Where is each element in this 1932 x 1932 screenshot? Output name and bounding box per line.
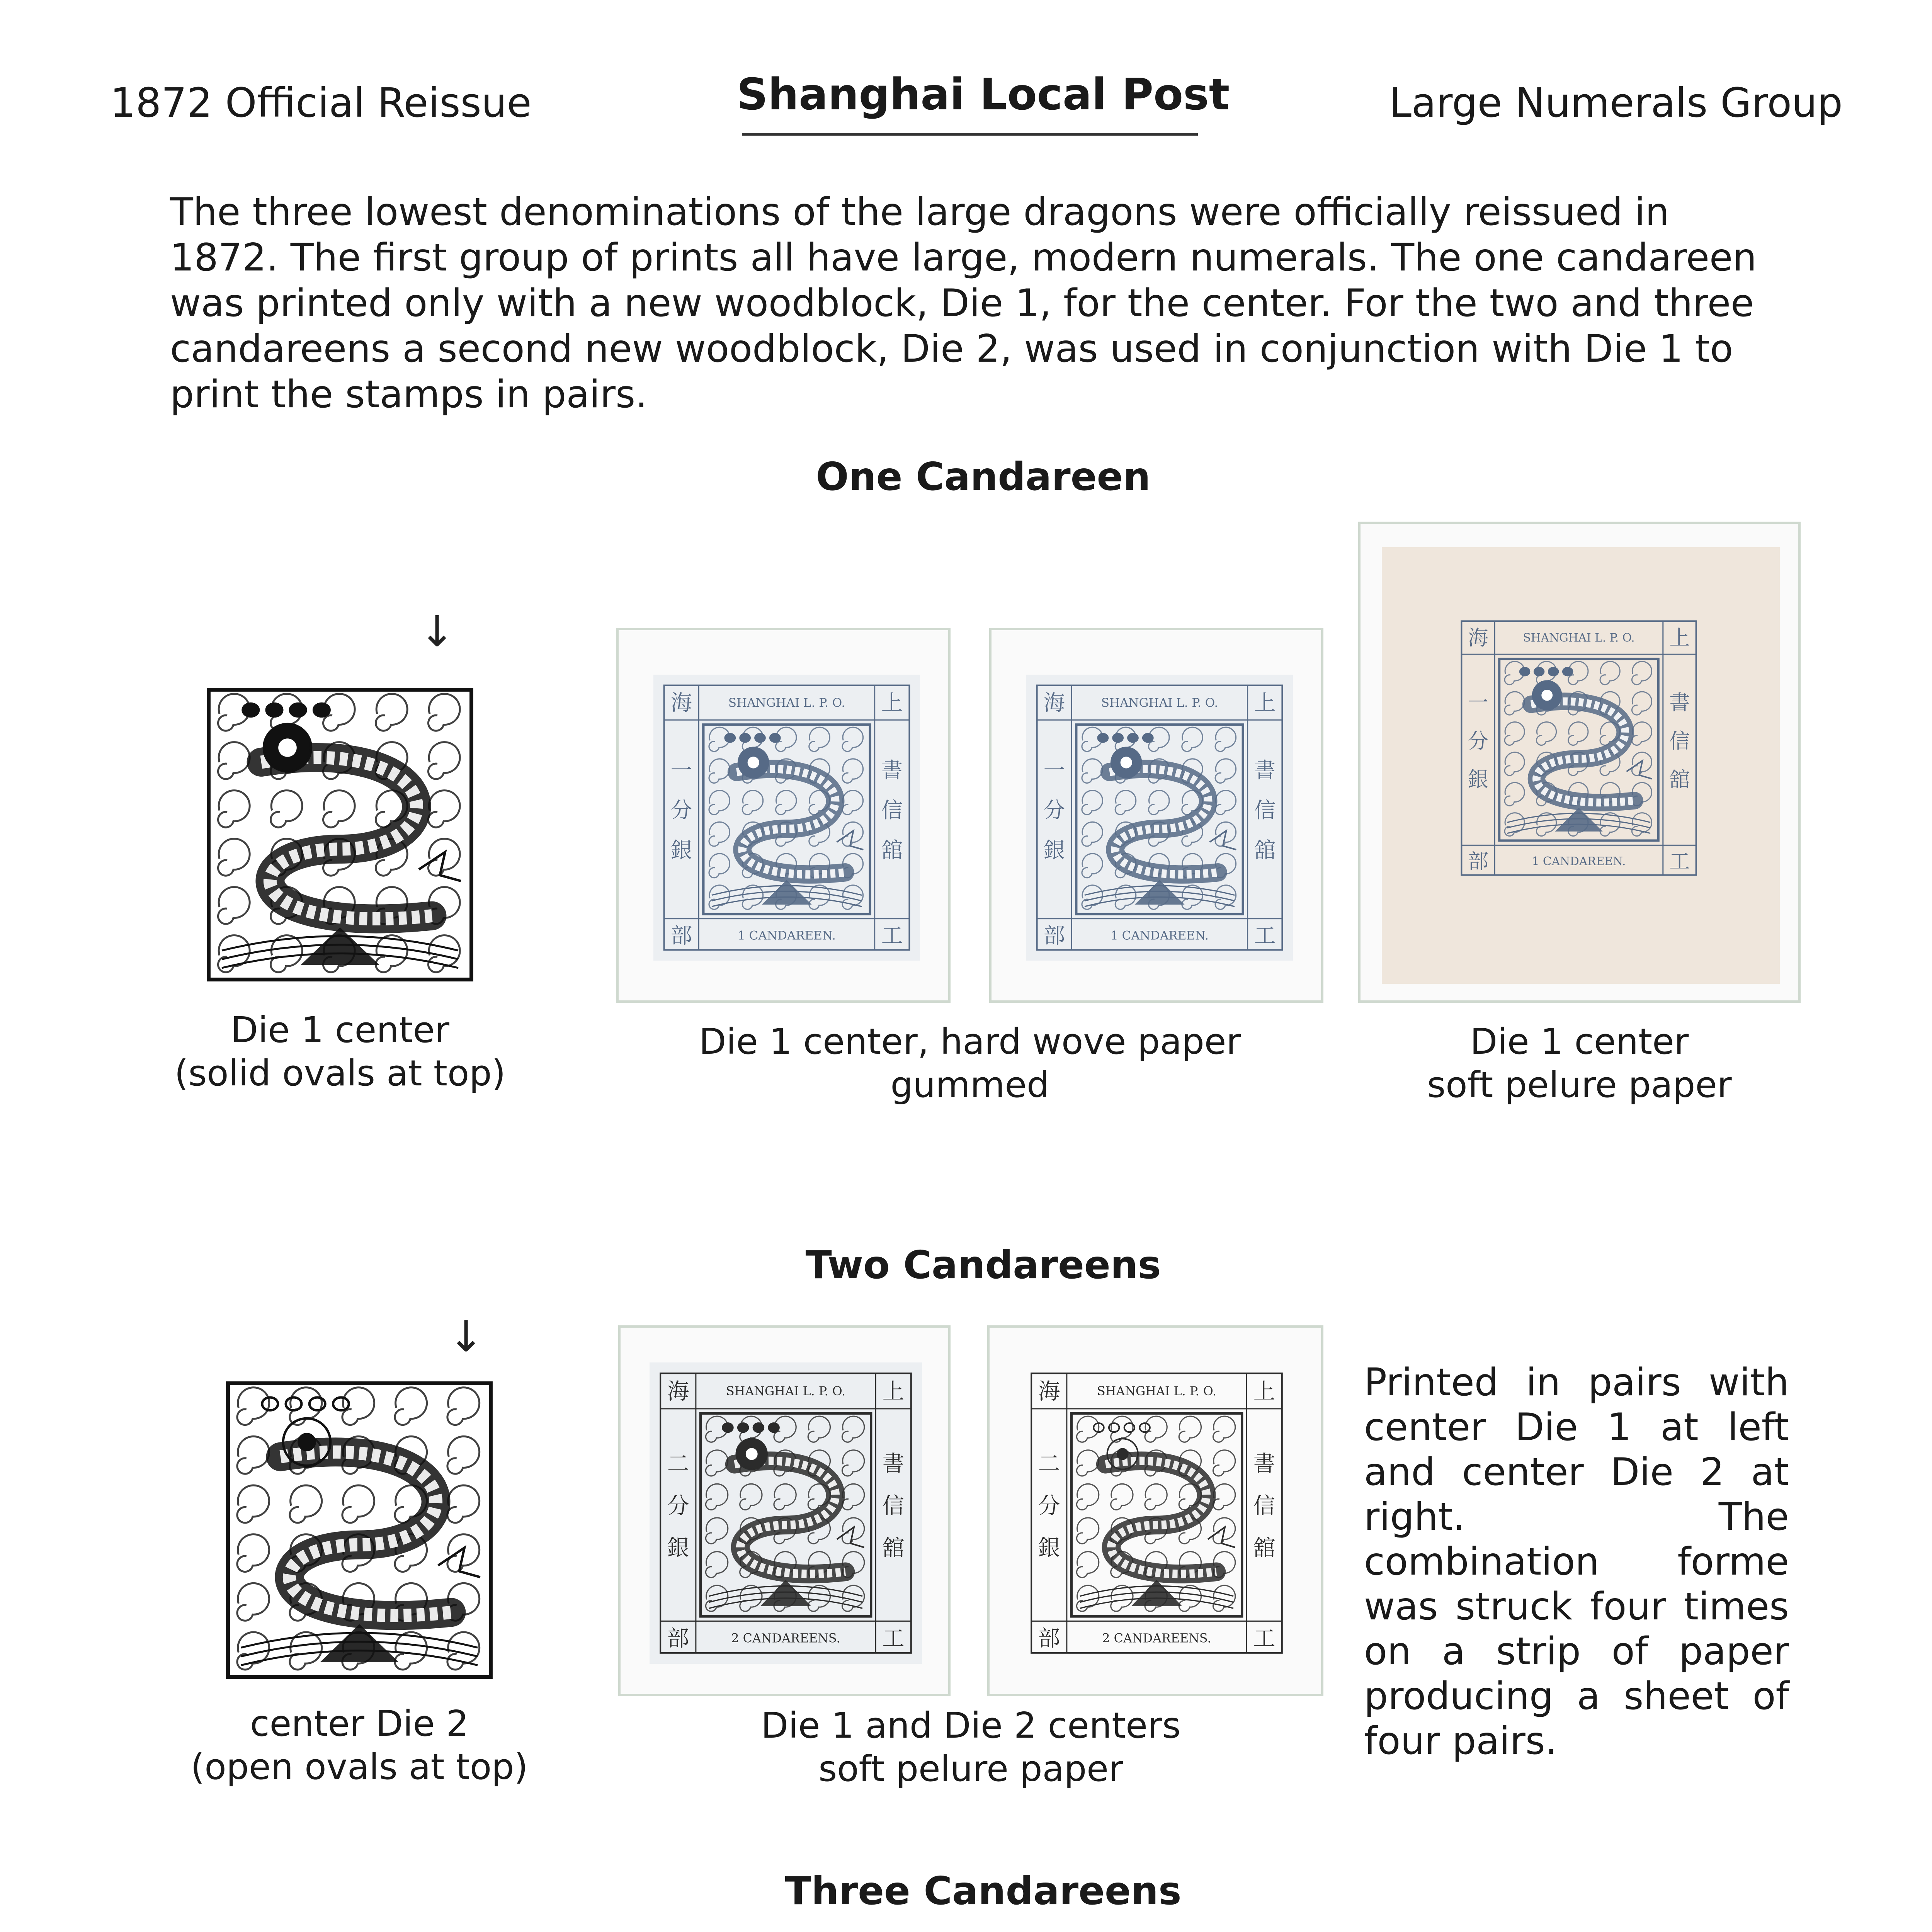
die1-center-drawing [205,686,475,983]
mount-hard-wove-1 [616,628,951,1003]
stamp-char: 銀 [670,838,692,863]
stamp-char: 工 [881,923,903,949]
caption-line: center Die 2 [250,1703,469,1744]
stamp-char: 銀 [667,1535,689,1561]
stamp-char: 部 [1038,1626,1060,1651]
stamp-one-candareen-pelure [1451,611,1706,885]
stamp-char: 書 [1253,1451,1276,1476]
stamp-char: 工 [1253,1626,1276,1651]
stamp-char: 工 [1254,923,1276,949]
stamp-char: 書 [881,758,903,783]
stamp-one-candareen-hard-b [1026,675,1293,961]
caption-line: Die 1 center [1470,1021,1689,1062]
stamp-char: 海 [667,1379,689,1405]
intro-text: The three lowest denominations of the large dragons were officially reissued in 1872. The first group of prints all have large, modern numerals. The one candareen was printed only with a new woodblock, Die 1, for the center. For the two and three candareens a second new woodblock, Die 2, was used in conjunction with Die 1 to print the stamps in pairs. [170,190,1757,417]
stamp-char: 分 [667,1493,689,1519]
stamp-char: 銀 [1038,1535,1060,1561]
caption-line: soft pelure paper [1427,1064,1732,1105]
stamp-char: 部 [1468,849,1488,874]
stamp-value-label: 2 CANDAREENS. [731,1631,840,1646]
stamp-char: 舘 [882,1535,905,1561]
stamp-char: 二 [667,1451,689,1476]
caption-line: Die 1 center, hard wove paper [699,1021,1241,1062]
stamp-char: 銀 [1468,767,1488,792]
stamp-char: 銀 [1043,838,1065,863]
heading-three-candareens: Three Candareens [785,1868,1182,1913]
stamp-char: 書 [1254,758,1276,783]
stamp-dragon-icon [1499,659,1658,840]
stamp-char: 海 [1038,1379,1060,1405]
mount-two-die2 [987,1325,1323,1696]
stamp-char: 一 [1043,758,1065,783]
pairs-note-text: Printed in pairs with center Die 1 at left and center Die 2 at right. The combination forme was struck four times on a strip of paper producing a sheet of four pairs. [1364,1361,1789,1763]
stamp-char: 上 [1669,626,1690,650]
stamp-value-label: 1 CANDAREEN. [1532,854,1626,868]
stamp-char: 海 [1468,626,1488,650]
stamp-char: 信 [882,1493,905,1519]
stamp-char: 分 [1043,798,1065,823]
dragon-icon [209,690,471,980]
stamp-char: 上 [882,1379,905,1405]
stamp-char: 分 [1468,729,1488,753]
stamp-char: 工 [1669,849,1690,874]
stamp-char: 上 [881,690,903,716]
dragon-icon [228,1383,491,1677]
header-left: 1872 Official Reissue [110,79,532,126]
header-right: Large Numerals Group [1389,79,1843,126]
caption-line: Die 1 center [230,1009,449,1051]
stamp-char: 部 [670,923,692,949]
stamp-char: 部 [667,1626,689,1651]
caption-hard-wove [616,1020,1323,1107]
stamp-char: 舘 [1669,767,1690,792]
stamp-two-candareens-die2 [1020,1362,1293,1664]
stamp-value-label: 2 CANDAREENS. [1102,1631,1211,1646]
stamp-char: 舘 [881,838,903,863]
stamp-value-label: 1 CANDAREEN. [1110,929,1209,943]
stamp-char: 部 [1043,923,1065,949]
die2-center-drawing [224,1379,495,1681]
stamp-char: 舘 [1253,1535,1276,1561]
stamp-char: 信 [1253,1493,1276,1519]
caption-line: Die 1 and Die 2 centers [761,1705,1181,1746]
stamp-char: 書 [1669,690,1690,715]
stamp-post-label: SHANGHAI L. P. O. [728,696,845,710]
stamp-char: 一 [670,758,692,783]
caption-line: soft pelure paper [818,1748,1123,1789]
caption-line: (open ovals at top) [190,1746,528,1787]
stamp-char: 書 [882,1451,905,1476]
heading-two-candareens: Two Candareens [805,1242,1161,1287]
stamp-post-label: SHANGHAI L. P. O. [1523,631,1635,645]
caption-die2-center [185,1702,533,1789]
mount-pelure [1358,522,1801,1003]
arrow-down-icon: ↓ [448,1312,484,1361]
stamp-char: 舘 [1254,838,1276,863]
stamp-char: 海 [670,690,692,716]
caption-line: gummed [890,1064,1049,1105]
stamp-char: 一 [1468,690,1488,715]
page-title: Shanghai Local Post [736,70,1230,120]
stamp-char: 信 [881,798,903,823]
pairs-note [1364,1360,1789,1764]
stamp-one-candareen-hard-a [653,675,920,961]
stamp-char: 信 [1254,798,1276,823]
stamp-char: 分 [1038,1493,1060,1519]
caption-die1-center [166,1009,514,1095]
stamp-char: 二 [1038,1451,1060,1476]
caption-pelure [1358,1020,1801,1107]
stamp-char: 上 [1254,690,1276,716]
stamp-post-label: SHANGHAI L. P. O. [726,1384,846,1399]
stamp-post-label: SHANGHAI L. P. O. [1097,1384,1217,1399]
stamp-value-label: 1 CANDAREEN. [737,929,836,943]
stamp-char: 分 [670,798,692,823]
stamp-two-candareens-die1 [650,1362,922,1664]
mount-two-die1 [618,1325,951,1696]
arrow-down-icon: ↓ [419,607,455,656]
stamp-post-label: SHANGHAI L. P. O. [1101,696,1218,710]
intro-paragraph [170,189,1785,417]
stamp-char: 上 [1253,1379,1276,1405]
mount-hard-wove-2 [989,628,1323,1003]
stamp-dragon-icon [1071,1413,1242,1616]
caption-two-pair [618,1704,1323,1791]
stamp-char: 工 [882,1626,905,1651]
caption-line: (solid ovals at top) [174,1053,506,1094]
title-underline [742,133,1198,136]
heading-one-candareen: One Candareen [816,454,1151,499]
stamp-char: 海 [1043,690,1065,716]
stamp-char: 信 [1669,729,1690,753]
